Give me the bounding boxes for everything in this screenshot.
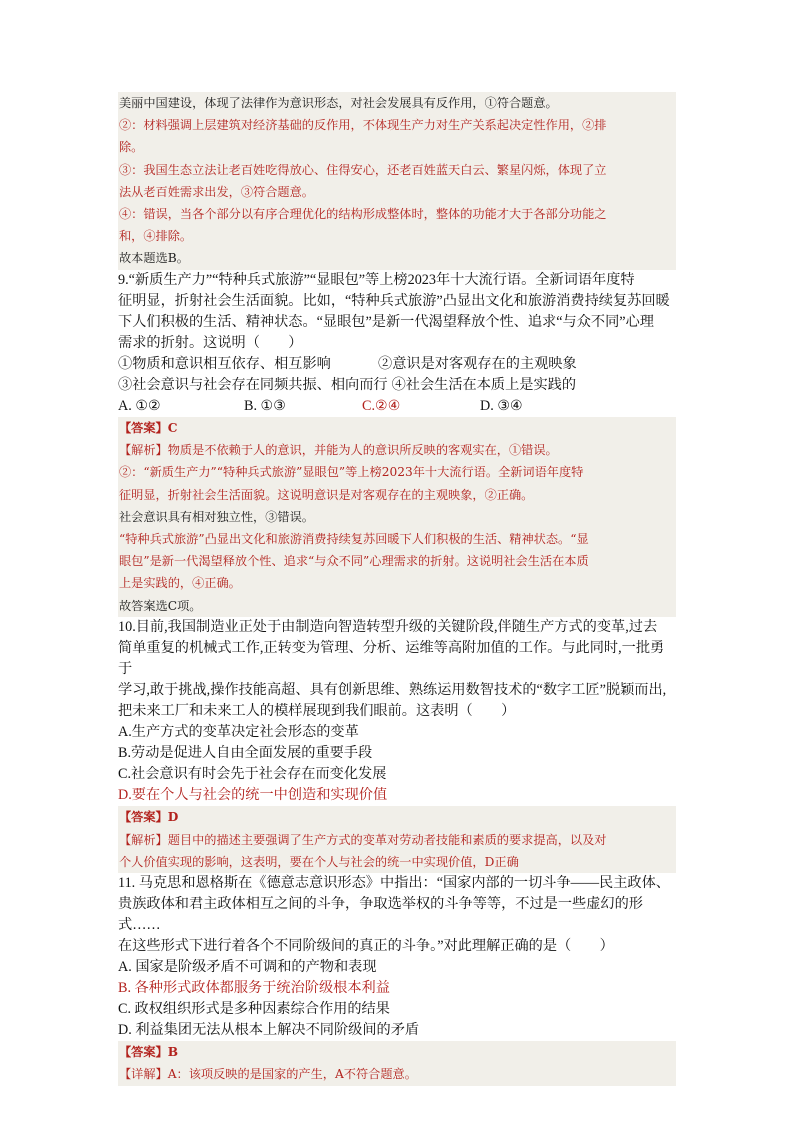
text-line: 和，④排除。 <box>119 229 193 244</box>
question-stem: 9.“新质生产力”“特种兵式旅游”“显眼包”等上榜2023年十大流行语。全新词语年度特 <box>118 271 635 288</box>
explanation-line: 上是实践的，④正确。 <box>119 576 241 591</box>
question-stem: 下人们积极的生活、精神状态。“显眼包”是新一代渴望释放个性、追求“与众不同”心理 <box>118 313 654 330</box>
text-line: ③：我国生态立法让老百姓吃得放心、住得安心，还老百姓蓝天白云、繁星闪烁，体现了立 <box>119 162 607 177</box>
option-b: B. 各种形式政体都服务于统治阶级根本利益 <box>118 980 390 997</box>
statement-3: ③社会意识与社会存在同频共振、相向而行 <box>118 377 388 393</box>
explanation-line: 【详解】A：该项反映的是国家的产生，A不符合题意。 <box>119 1067 417 1082</box>
question-stem: 11. 马克思和恩格斯在《德意志意识形态》中指出：“国家内部的一切斗争——民主政体、 <box>118 874 670 891</box>
option-d: D.要在个人与社会的统一中创造和实现价值 <box>118 787 388 804</box>
explanation-line: 眼包”是新一代渴望释放个性、追求“与众不同”心理需求的折射。这说明社会生活在本质 <box>119 554 589 569</box>
question-stem: 征明显，折射社会生活面貌。比如，“特种兵式旅游”凸显出文化和旅游消费持续复苏回暖 <box>118 292 670 309</box>
option-d: D. 利益集团无法从根本上解决不同阶级间的矛盾 <box>118 1022 420 1039</box>
option-a: A.生产方式的变革决定社会形态的变革 <box>118 724 359 741</box>
question-stem: 需求的折射。这说明（ ） <box>118 334 303 351</box>
option-c: C.社会意识有时会先于社会存在而变化发展 <box>118 766 387 783</box>
question-10 <box>118 617 676 873</box>
option-b: B. ①③ <box>244 398 286 414</box>
question-11 <box>118 873 676 1086</box>
text-line: 除。 <box>119 140 144 155</box>
explanation-line: 故答案选C项。 <box>119 598 202 613</box>
explanation-line: ②：“新质生产力”“特种兵式旅游”显眼包”等上榜2023年十大流行语。全新词语年度特 <box>119 465 584 480</box>
option-c: C. 政权组织形式是多种因素综合作用的结果 <box>118 1001 390 1018</box>
option-b: B.劳动是促进人自由全面发展的重要手段 <box>118 745 373 762</box>
option-row <box>118 396 676 417</box>
explanation-line: 【解析】题目中的描述主要强调了生产方式的变革对劳动者技能和素质的要求提高，以及对 <box>119 832 607 847</box>
statement-1: ①物质和意识相互依存、相互影响 <box>118 356 331 372</box>
answer-block <box>118 1041 676 1085</box>
question-9 <box>118 270 676 617</box>
question-stem: 在这些形式下进行着各个不同阶级间的真正的斗争。”对此理解正确的是（ ） <box>118 938 614 955</box>
text-line: ④：错误，当各个部分以有序合理优化的结构形成整体时，整体的功能才大于各部分功能之 <box>119 207 607 222</box>
text-line: ②：材料强调上层建筑对经济基础的反作用，不体现生产力对生产关系起决定性作用，②排 <box>119 118 607 133</box>
answer-label: 【答案】B <box>119 1045 179 1060</box>
explanation-line: 个人价值实现的影响，这表明，要在个人与社会的统一中实现价值，D正确 <box>119 854 519 869</box>
question-stem: 简单重复的机械式工作,正转变为管理、分析、运维等高附加值的工作。与此同时,一批勇于 <box>118 639 665 678</box>
option-a: A. ①② <box>118 398 161 414</box>
option-c: C.②④ <box>362 398 401 414</box>
text-line: 美丽中国建设，体现了法律作为意识形态，对社会发展具有反作用，①符合题意。 <box>119 96 558 110</box>
question-stem: 把未来工厂和未来工人的模样展现到我们眼前。这表明（ ） <box>118 703 516 720</box>
question-stem: 贵族政体和君主政体相互之间的斗争，争取选举权的斗争等等，不过是一些虚幻的形式…… <box>118 896 643 934</box>
answer-label: 【答案】D <box>119 810 179 825</box>
text-line: 故本题选B。 <box>119 251 189 266</box>
document-page <box>118 92 676 1086</box>
text-line: 法从老百姓需求出发，③符合题意。 <box>119 184 314 199</box>
statement-row <box>118 375 676 396</box>
statement-row <box>118 354 676 375</box>
explanation-line: 征明显，折射社会生活面貌。这说明意识是对客观存在的主观映象，②正确。 <box>119 487 534 502</box>
answer-block <box>118 417 676 617</box>
question-stem: 10.目前,我国制造业正处于由制造向智造转型升级的关键阶段,伴随生产方式的变革,过去 <box>118 618 658 635</box>
question-stem: 学习,敢于挑战,操作技能高超、具有创新思维、熟练运用数智技术的“数字工匠”脱颖而出, <box>118 682 667 699</box>
statement-4: ④社会生活在本质上是实践的 <box>391 377 577 393</box>
option-a: A. 国家是阶级矛盾不可调和的产物和表现 <box>118 959 377 976</box>
explanation-line: “特种兵式旅游”凸显出文化和旅游消费持续复苏回暖下人们积极的生活、精神状态。“显 <box>119 532 589 547</box>
previous-explanation <box>118 92 676 270</box>
answer-block <box>118 806 676 873</box>
explanation-line: 【解析】物质是不依赖于人的意识，并能为人的意识所反映的客观实在，①错误。 <box>119 443 558 458</box>
option-d: D. ③④ <box>480 398 523 414</box>
answer-label: 【答案】C <box>119 421 178 435</box>
statement-2: ②意识是对客观存在的主观映象 <box>378 356 577 372</box>
explanation-line: 社会意识具有相对独立性，③错误。 <box>119 509 314 524</box>
